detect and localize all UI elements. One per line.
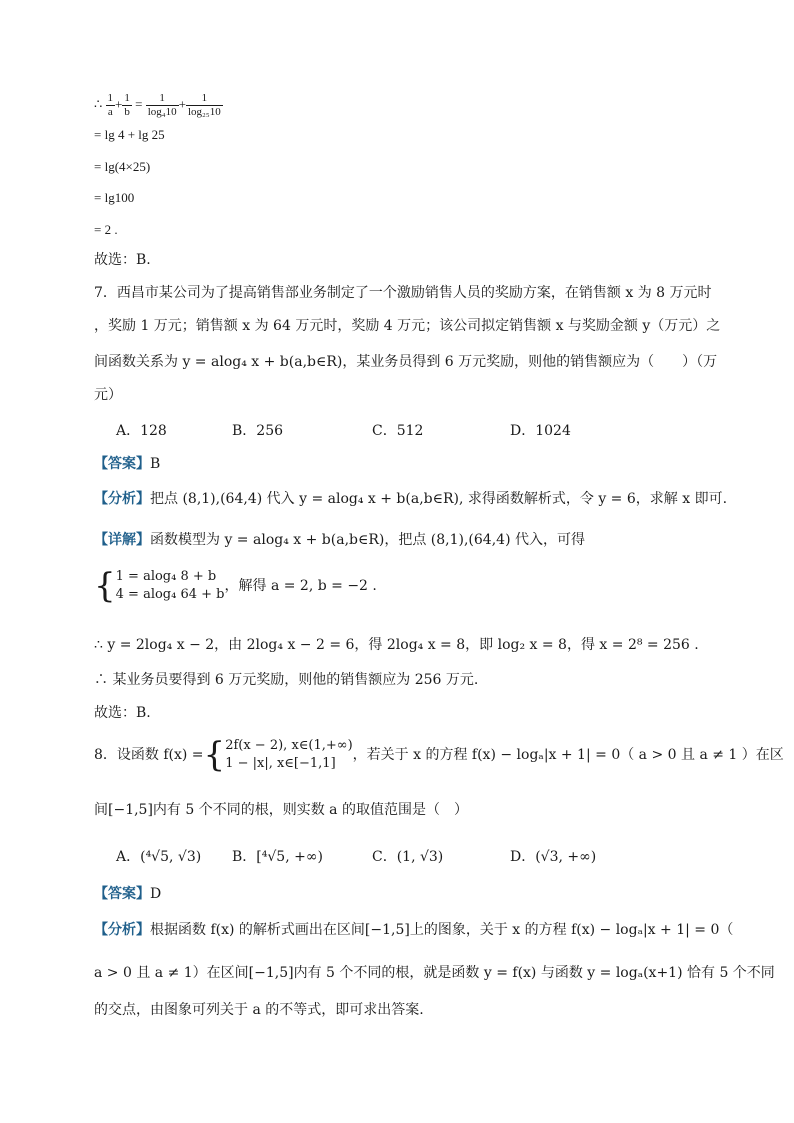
answer-value: B (150, 456, 161, 472)
q7-option-a: A．128 (116, 423, 167, 439)
answer-tag: 【答案】 (94, 456, 150, 472)
sol6-choice: 故选：B. (94, 252, 151, 268)
sol6-step-4: = 2 . (94, 222, 118, 237)
analysis-text: 把点 (8,1),(64,4) 代入 y = alog₄ x + b(a,b∈R), 求得函数解析式，令 y = 6，求解 x 即可. (150, 491, 728, 507)
q8-option-b: B．[⁴√5, +∞) (232, 849, 323, 865)
analysis-tag: 【分析】 (94, 922, 150, 938)
q7-detail (94, 530, 585, 550)
q7-stem-line-1: 7．西昌市某公司为了提高销售部业务制定了一个激励销售人员的奖励方案，在销售额 x 为 8 万元时 (94, 285, 712, 301)
analysis-text: 根据函数 f(x) 的解析式画出在区间[−1,5]上的图象，关于 x 的方程 f(x) − logₐ|x + 1| = 0（ (150, 922, 734, 938)
left-brace: { (94, 566, 116, 606)
sol6-step-2: = lg(4×25) (94, 159, 151, 174)
system-eq-1: 1 = alog₄ 8 + b (115, 569, 217, 584)
q8-option-a: A．(⁴√5, √3) (116, 849, 202, 865)
system-eq-2: 4 = alog₄ 64 + b (115, 587, 225, 602)
q7-analysis (94, 489, 727, 509)
analysis-tag: 【分析】 (94, 491, 150, 507)
q8-stem-line-1: 8．设函数 f(x) ={ 2f(x − 2), x∈(1,+∞) 1 − |x|, x∈[−1,1] ，若关于 x 的方程 f(x) − logₐ|x + 1| = 0（ a > 0 且 a ≠ 1 ）在区 (94, 735, 784, 775)
q7-stem-line-3: 间函数关系为 y = alog₄ x + b(a,b∈R)，某业务员得到 6 万元奖励，则他的销售额应为（ ）（万 (94, 354, 718, 370)
q7-answer (94, 454, 160, 474)
q8-option-d: D．(√3, +∞) (510, 849, 597, 865)
q8-analysis-line-3: 的交点，由图象可列关于 a 的不等式，即可求出答案. (94, 1002, 424, 1018)
q8-stem-line-2: 间[−1,5]内有 5 个不同的根，则实数 a 的取值范围是（ ） (94, 802, 468, 818)
sol6-step-1: = lg 4 + lg 25 (94, 127, 165, 142)
left-brace: { (203, 735, 226, 775)
q7-choice: 故选：B. (94, 705, 151, 721)
q7-option-c: C．512 (372, 423, 424, 439)
detail-text: 函数模型为 y = alog₄ x + b(a,b∈R)，把点 (8,1),(64,4) 代入，可得 (150, 532, 585, 548)
q7-solve-line: ∴ y = 2log₄ x − 2，由 2log₄ x − 2 = 6，得 2log₄ x = 8，即 log₂ x = 8，得 x = 2⁸ = 256 . (94, 637, 699, 653)
therefore-symbol: ∴ (94, 96, 103, 112)
q7-conclusion: ∴ 某业务员要得到 6 万元奖励，则他的销售额应为 256 万元. (94, 672, 479, 688)
answer-value: D (150, 886, 162, 902)
sol6-step-3: = lg100 (94, 190, 135, 205)
fraction-1-over-b: $\frac{1}{b}$ (124, 92, 130, 118)
piecewise-case-1: 2f(x − 2), x∈(1,+∞) (225, 738, 353, 753)
q8-analysis-line-1 (94, 920, 733, 940)
q7-option-b: B．256 (232, 423, 284, 439)
piecewise-case-2: 1 − |x|, x∈[−1,1] (225, 756, 336, 771)
fraction-1-over-log4-10: $\frac{1}{\text{log₄10}}$ (147, 92, 177, 118)
q8-answer (94, 884, 161, 904)
detail-tag: 【详解】 (94, 532, 150, 548)
fraction-1-over-a: $\frac{1}{a}$ (107, 92, 114, 118)
q7-stem-line-4: 元） (94, 387, 122, 403)
q8-option-c: C．(1, √3) (372, 849, 444, 865)
sol6-fraction-line: ∴ $\frac{1}{a}$ + $\frac{1}{b}$ = $\frac{1}{\text{log₄10}}$ + $\frac{1}{\text{log₂₅10}}$ (94, 92, 221, 118)
answer-tag: 【答案】 (94, 886, 150, 902)
q7-equation-system (94, 568, 377, 604)
system-solution: ，解得 a = 2, b = −2 . (224, 578, 377, 594)
fraction-1-over-log25-10: $\frac{1}{\text{log₂₅10}}$ (187, 92, 221, 118)
q8-analysis-line-2: a > 0 且 a ≠ 1）在区间[−1,5]内有 5 个不同的根，就是函数 y = f(x) 与函数 y = logₐ(x+1) 恰有 5 个不同 (94, 965, 775, 981)
q7-stem-line-2: ，奖励 1 万元；销售额 x 为 64 万元时，奖励 4 万元；该公司拟定销售额 x 与奖励金额 y（万元）之 (94, 318, 721, 334)
q7-option-d: D．1024 (510, 423, 571, 439)
